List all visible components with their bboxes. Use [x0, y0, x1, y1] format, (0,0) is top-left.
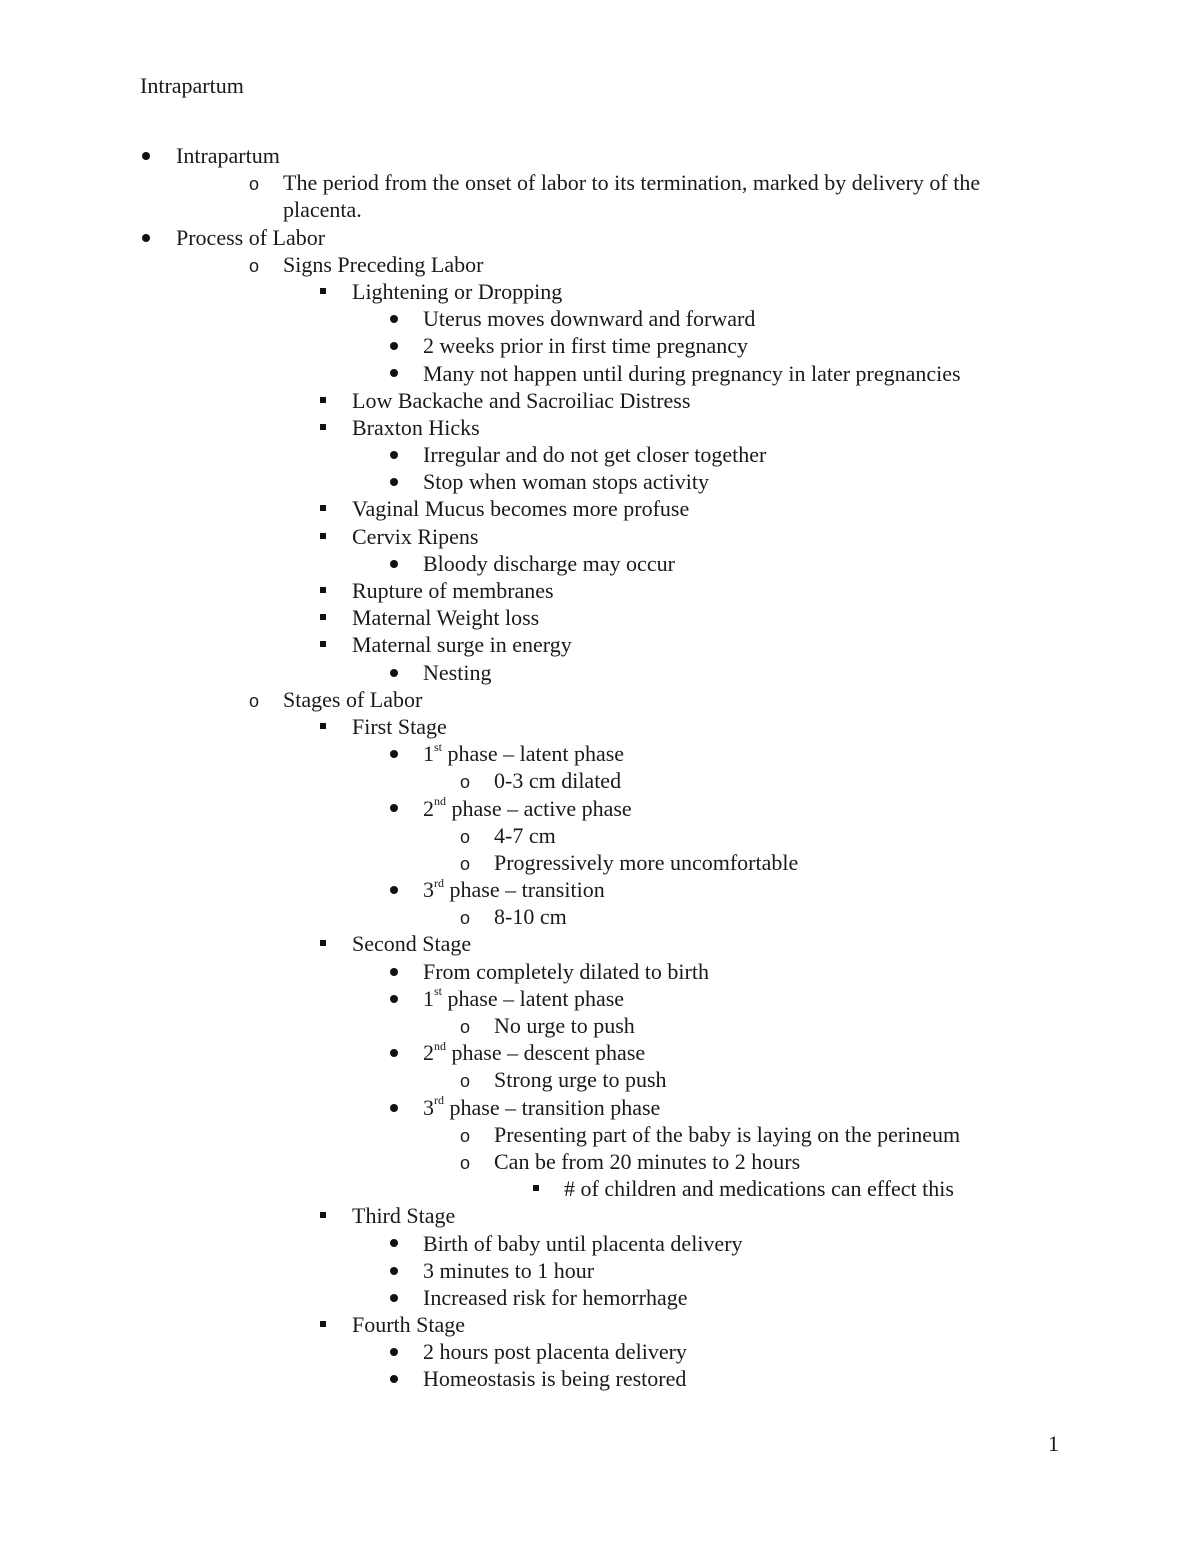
item-text: Third Stage — [352, 1203, 456, 1229]
list-item — [0, 142, 1200, 169]
list-item — [0, 659, 1200, 686]
bullet-square-icon — [313, 604, 333, 631]
list-item — [0, 822, 1200, 849]
list-item — [0, 278, 1200, 305]
item-text: First Stage — [352, 713, 447, 739]
item-text: Low Backache and Sacroiliac Distress — [352, 387, 691, 413]
list-item — [0, 387, 1200, 414]
item-text: Second Stage — [352, 931, 472, 957]
list-item — [0, 360, 1200, 387]
bullet-disc-icon — [136, 142, 156, 169]
bullet-disc-icon — [384, 1039, 404, 1066]
bullet-disc-icon — [384, 1284, 404, 1311]
list-item — [0, 1311, 1200, 1338]
item-text: Intrapartum — [176, 143, 280, 168]
bullet-disc-icon — [384, 958, 404, 985]
list-item — [0, 414, 1200, 441]
item-text: 3rd phase – transition — [423, 875, 605, 903]
list-item — [0, 1148, 1200, 1175]
bullet-square-icon — [526, 1175, 546, 1202]
list-item — [0, 713, 1200, 740]
bullet-circle-icon — [455, 822, 475, 851]
list-item — [0, 631, 1200, 658]
list-item — [0, 495, 1200, 522]
item-text: Vaginal Mucus becomes more profuse — [352, 496, 690, 522]
list-item — [0, 903, 1200, 930]
bullet-disc-icon — [384, 550, 404, 577]
bullet-square-icon — [313, 1202, 333, 1229]
list-item — [0, 1175, 1200, 1202]
item-text: Strong urge to push — [494, 1067, 667, 1093]
list-item — [0, 1257, 1200, 1284]
item-text: Maternal Weight loss — [352, 605, 540, 631]
list-item — [0, 1039, 1200, 1066]
bullet-disc-icon — [384, 659, 404, 686]
item-text: Rupture of membranes — [352, 578, 554, 603]
item-text: Can be from 20 minutes to 2 hours — [494, 1148, 801, 1174]
list-item — [0, 1202, 1200, 1229]
list-item — [0, 1230, 1200, 1257]
list-item — [0, 795, 1200, 822]
bullet-square-icon — [313, 387, 333, 414]
item-text: Fourth Stage — [352, 1312, 466, 1338]
list-item — [0, 740, 1200, 767]
list-item — [0, 550, 1200, 577]
list-item — [0, 767, 1200, 794]
list-item — [0, 1094, 1200, 1121]
list-item — [0, 849, 1200, 876]
list-item — [0, 577, 1200, 604]
list-item — [0, 1066, 1200, 1093]
list-item-continuation — [0, 196, 1200, 223]
item-text: Uterus moves downward and forward — [423, 306, 756, 332]
bullet-square-icon — [313, 414, 333, 441]
bullet-disc-icon — [384, 360, 404, 387]
bullet-square-icon — [313, 577, 333, 604]
bullet-square-icon — [313, 523, 333, 550]
item-text: Irregular and do not get closer together — [423, 442, 767, 468]
item-text: 2nd phase – descent phase — [423, 1038, 646, 1066]
item-text: 2nd phase – active phase — [423, 794, 632, 821]
page-number: 1 — [1048, 1431, 1059, 1456]
bullet-square-icon — [313, 495, 333, 522]
outline-list — [0, 142, 1200, 1393]
list-item — [0, 224, 1200, 251]
bullet-circle-icon — [244, 169, 264, 198]
list-item — [0, 1012, 1200, 1039]
item-text: # of children and medications can effect this — [564, 1176, 954, 1202]
bullet-circle-icon — [455, 1012, 475, 1041]
list-item — [0, 523, 1200, 550]
list-item — [0, 1365, 1200, 1392]
item-text: Bloody discharge may occur — [423, 550, 675, 576]
item-text: 0-3 cm dilated — [494, 768, 622, 794]
bullet-circle-icon — [455, 1148, 475, 1177]
item-text: Lightening or Dropping — [352, 278, 563, 304]
bullet-disc-icon — [136, 224, 156, 251]
item-text: Stages of Labor — [283, 686, 423, 712]
item-text: Presenting part of the baby is laying on the perineum — [494, 1121, 961, 1147]
item-text: Maternal surge in energy — [352, 632, 572, 658]
bullet-disc-icon — [384, 795, 404, 822]
bullet-disc-icon — [384, 985, 404, 1012]
item-text: Progressively more uncomfortable — [494, 849, 799, 875]
list-item — [0, 332, 1200, 359]
list-item — [0, 930, 1200, 957]
list-item — [0, 1284, 1200, 1311]
list-item — [0, 985, 1200, 1012]
item-text: Braxton Hicks — [352, 414, 480, 440]
bullet-square-icon — [313, 278, 333, 305]
bullet-disc-icon — [384, 1230, 404, 1257]
item-text: Signs Preceding Labor — [283, 251, 484, 277]
bullet-square-icon — [313, 713, 333, 740]
bullet-disc-icon — [384, 468, 404, 495]
list-item — [0, 686, 1200, 713]
item-text: 4-7 cm — [494, 822, 556, 848]
item-text: 1st phase – latent phase — [423, 984, 625, 1011]
bullet-square-icon — [313, 631, 333, 658]
bullet-disc-icon — [384, 1094, 404, 1121]
list-item — [0, 958, 1200, 985]
bullet-circle-icon — [244, 686, 264, 715]
item-text: Stop when woman stops activity — [423, 469, 709, 495]
bullet-disc-icon — [384, 1365, 404, 1392]
item-text: 1st phase – latent phase — [423, 739, 625, 767]
item-text: Process of Labor — [176, 224, 326, 250]
bullet-disc-icon — [384, 1338, 404, 1365]
bullet-circle-icon — [455, 1121, 475, 1150]
item-text: From completely dilated to birth — [423, 958, 709, 984]
bullet-circle-icon — [455, 903, 475, 932]
item-text: 2 weeks prior in first time pregnancy — [423, 333, 749, 359]
bullet-disc-icon — [384, 332, 404, 359]
bullet-disc-icon — [384, 1257, 404, 1284]
list-item — [0, 604, 1200, 631]
item-text: 3 minutes to 1 hour — [423, 1257, 595, 1283]
list-item — [0, 876, 1200, 903]
list-item — [0, 468, 1200, 495]
list-item — [0, 1121, 1200, 1148]
list-item — [0, 169, 1200, 196]
item-text: The period from the onset of labor to its termination, marked by delivery of the — [283, 170, 981, 196]
item-text: 8-10 cm — [494, 904, 567, 930]
item-text: No urge to push — [494, 1013, 635, 1038]
item-text: Many not happen until during pregnancy in later pregnancies — [423, 360, 961, 386]
item-text: Nesting — [423, 659, 492, 685]
bullet-disc-icon — [384, 876, 404, 903]
item-text: Homeostasis is being restored — [423, 1366, 687, 1392]
item-text: 2 hours post placenta delivery — [423, 1339, 687, 1365]
bullet-square-icon — [313, 1311, 333, 1338]
bullet-circle-icon — [455, 767, 475, 796]
list-item — [0, 441, 1200, 468]
item-text: Cervix Ripens — [352, 523, 479, 549]
bullet-disc-icon — [384, 305, 404, 332]
page-header-title: Intrapartum — [140, 73, 244, 98]
bullet-circle-icon — [455, 849, 475, 878]
list-item — [0, 1338, 1200, 1365]
item-text: 3rd phase – transition phase — [423, 1093, 661, 1120]
bullet-disc-icon — [384, 441, 404, 468]
bullet-circle-icon — [455, 1066, 475, 1095]
item-text: Increased risk for hemorrhage — [423, 1284, 688, 1310]
bullet-square-icon — [313, 930, 333, 957]
bullet-disc-icon — [384, 740, 404, 767]
list-item — [0, 305, 1200, 332]
bullet-circle-icon — [244, 251, 264, 280]
item-text: placenta. — [283, 197, 362, 223]
item-text: Birth of baby until placenta delivery — [423, 1230, 743, 1256]
list-item — [0, 251, 1200, 278]
